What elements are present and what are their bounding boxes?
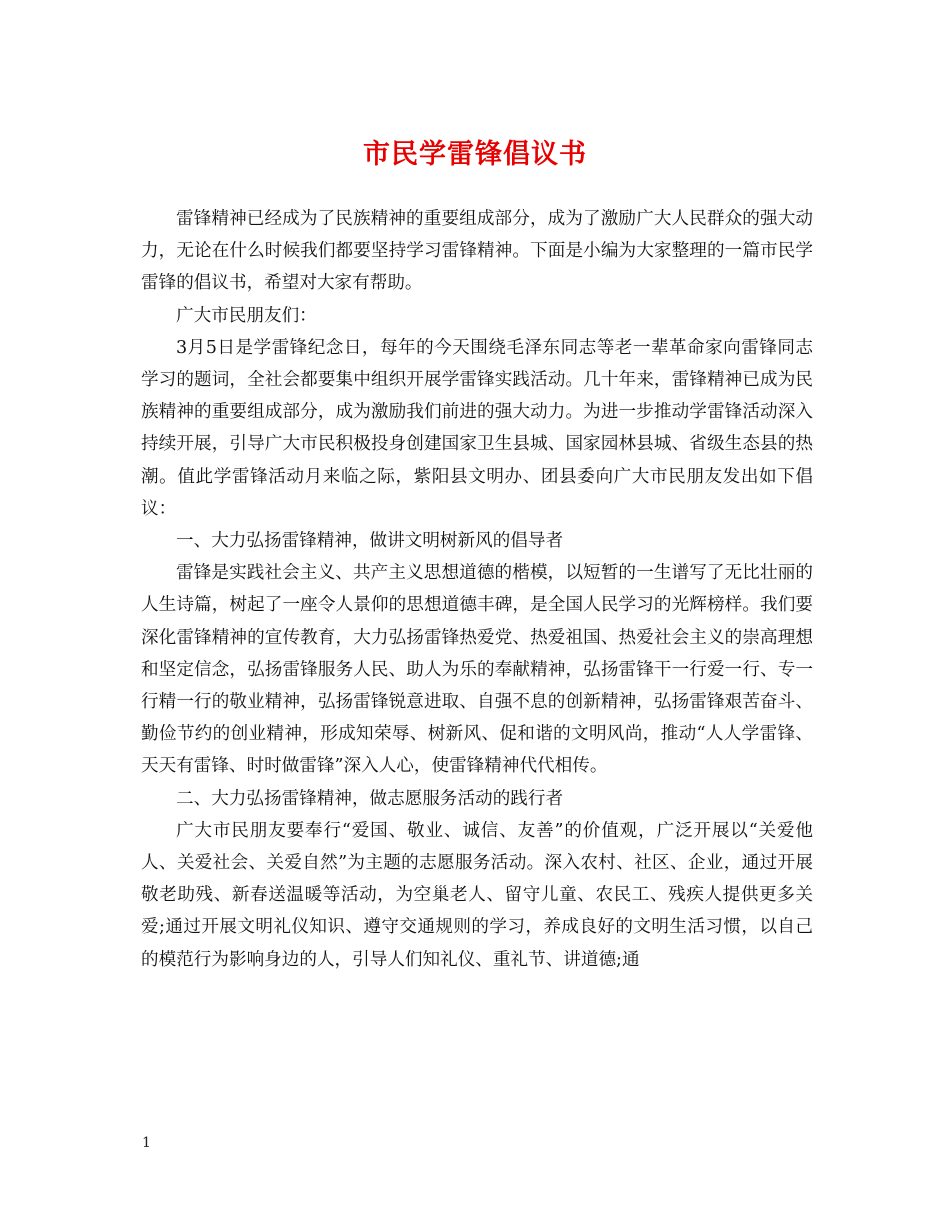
page-number: 1 [142, 1135, 151, 1151]
document-body [141, 203, 813, 976]
section-heading-1: 一、大力弘扬雷锋精神，做讲文明树新风的倡导者 [176, 531, 564, 552]
intro-paragraph: 雷锋精神已经成为了民族精神的重要组成部分，成为了激励广大人民群众的强大动力，无论在什么时候我们都要坚持学习雷锋精神。下面是小编为大家整理的一篇市民学雷锋的倡议书，希望对大家有帮助。 [141, 209, 813, 294]
section-heading-2: 二、大力弘扬雷锋精神，做志愿服务活动的践行者 [176, 788, 564, 809]
body-paragraph: 雷锋是实践社会主义、共产主义思想道德的楷模，以短暂的一生谱写了无比壮丽的人生诗篇，树起了一座令人景仰的思想道德丰碑，是全国人民学习的光辉榜样。我们要深化雷锋精神的宣传教育，大力弘扬雷锋热爱党、热爱祖国、热爱社会主义的崇高理想和坚定信念，弘扬雷锋服务人民、助人为乐的奉献精神，弘扬雷锋干一行爱一行、专一行精一行的敬业精神，弘扬雷锋锐意进取、自强不息的创新精神，弘扬雷锋艰苦奋斗、勤俭节约的创业精神，形成知荣辱、树新风、促和谐的文明风尚，推动“人人学雷锋、天天有雷锋、时时做雷锋”深入人心，使雷锋精神代代相传。 [141, 563, 813, 777]
body-paragraph: 广大市民朋友要奉行“爱国、敬业、诚信、友善”的价值观，广泛开展以“关爱他人、关爱社会、关爱自然”为主题的志愿服务活动。深入农村、社区、企业，通过开展敬老助残、新春送温暖等活动，为空巢老人、留守儿童、农民工、残疾人提供更多关爱;通过开展文明礼仪知识、遵守交通规则的学习，养成良好的文明生活习惯，以自己的模范行为影响身边的人，引导人们知礼仪、重礼节、讲道德;通 [141, 820, 813, 970]
document-title: 市民学雷锋倡议书 [363, 139, 587, 170]
body-paragraph: 3月5日是学雷锋纪念日，每年的今天围绕毛泽东同志等老一辈革命家向雷锋同志学习的题词，全社会都要集中组织开展学雷锋实践活动。几十年来，雷锋精神已成为民族精神的重要组成部分，成为激励我们前进的强大动力。为进一步推动学雷锋活动深入持续开展，引导广大市民积极投身创建国家卫生县城、国家园林县城、省级生态县的热潮。值此学雷锋活动月来临之际，紫阳县文明办、团县委向广大市民朋友发出如下倡议： [141, 337, 813, 519]
salutation: 广大市民朋友们： [176, 305, 317, 326]
